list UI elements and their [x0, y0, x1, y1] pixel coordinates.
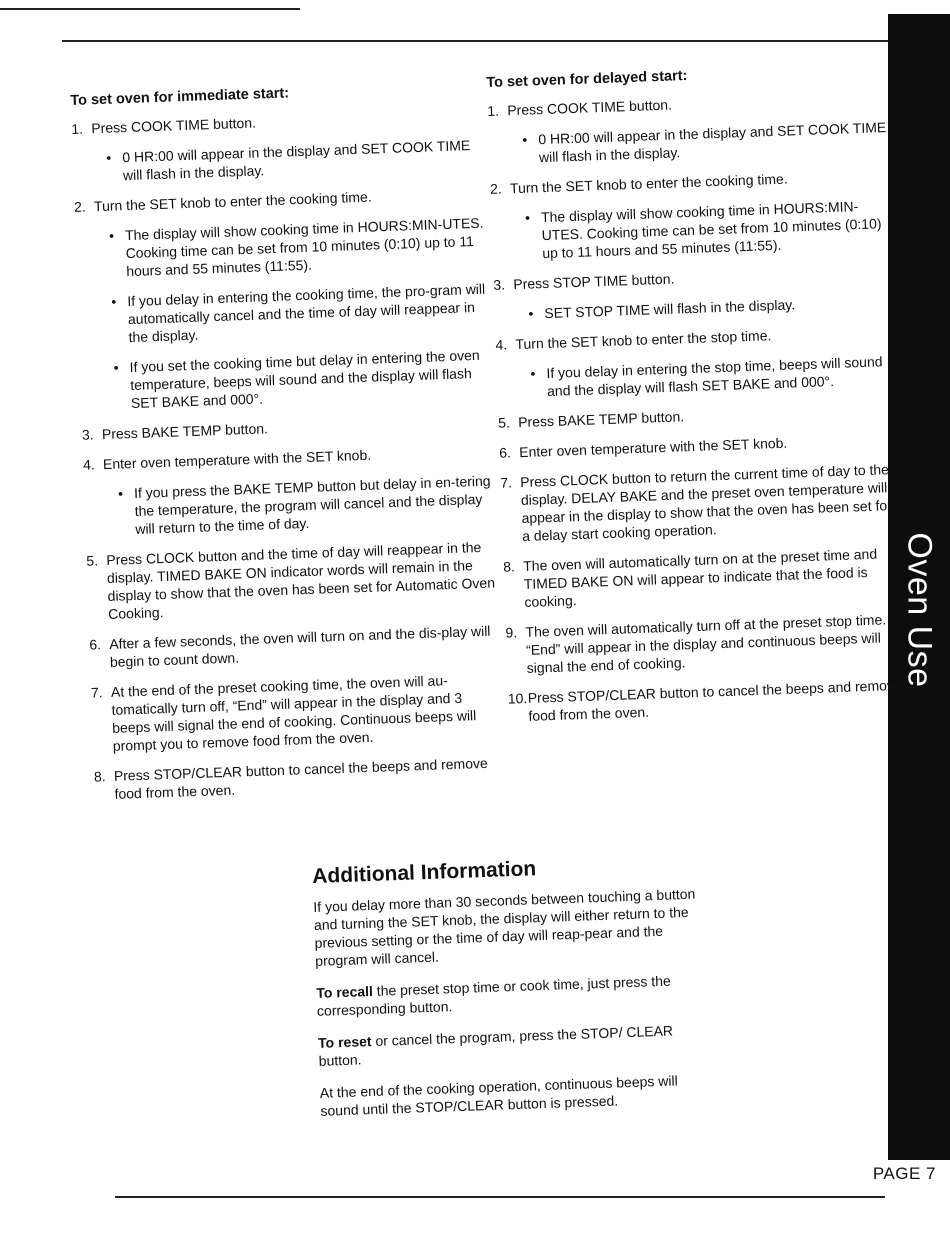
step-item	[71, 106, 481, 138]
bullet-dot-icon: •	[113, 359, 119, 376]
step-item	[499, 430, 899, 462]
step-number: 8.	[93, 768, 106, 785]
delayed-start-steps	[487, 88, 909, 726]
delayed-start-section	[486, 60, 909, 738]
step-item	[91, 669, 503, 755]
bullet-text: If you delay in entering the stop time, beeps will sound and the display will flash SET BAKE and 000°.	[546, 353, 883, 400]
step-text: Press STOP/CLEAR button to cancel the beeps and remove food from the oven.	[527, 676, 902, 724]
bullet-dot-icon: •	[108, 227, 115, 244]
step-number: 8.	[502, 558, 516, 575]
step-item	[495, 322, 895, 354]
step-text: Press STOP/CLEAR button to cancel the beeps and remove food from the oven.	[113, 754, 489, 802]
footer-rule	[115, 1196, 885, 1198]
step-item	[82, 411, 492, 443]
step-text: Press CLOCK button and the time of day will reappear in the display. TIMED BAKE ON indicator words will remain in the display to show that the oven has been set for Automatic Oven Cooking.	[106, 538, 496, 622]
step-item	[498, 400, 898, 432]
step-item	[74, 184, 484, 216]
bullet-item	[528, 292, 894, 323]
step-item	[83, 441, 493, 473]
step-text: At the end of the preset cooking time, the oven will au-tomatically turn off, “End” will appear in the display and 3 beeps will signal the end of cooking. Continuous beeps will prompt you to remove food from the oven.	[110, 672, 477, 754]
side-tab-label: Oven Use	[900, 532, 939, 688]
header-rule	[62, 40, 892, 42]
page-number: PAGE 7	[872, 1164, 936, 1183]
step-text: Turn the SET knob to enter the cooking time.	[93, 188, 372, 215]
bullet-dot-icon: •	[522, 131, 528, 148]
step-item	[487, 88, 887, 120]
bullet-dot-icon: •	[524, 209, 531, 226]
step-number: 6.	[89, 636, 102, 653]
step-number: 6.	[498, 444, 512, 461]
bullet-item	[106, 136, 483, 185]
recall-text: the preset stop time or cook time, just press the corresponding button.	[316, 972, 672, 1019]
bullet-text: If you delay in entering the cooking time, the pro-gram will automatically cancel and the time of day will reappear in the display.	[127, 280, 486, 346]
delayed-start-heading: To set oven for delayed start:	[486, 67, 688, 91]
step-number: 9.	[505, 624, 518, 641]
step-text: Press COOK TIME button.	[90, 114, 257, 137]
step-item	[490, 166, 890, 198]
step-number: 4.	[495, 336, 508, 353]
step-number: 10.	[507, 689, 528, 707]
step-number: 2.	[489, 180, 502, 197]
bullet-text: The display will show cooking time in HOURS:MIN-UTES. Cooking time can be set from 10 minutes (0:10) up to 11 hours and 55 minutes (11:55).	[540, 198, 882, 262]
step-item	[89, 621, 500, 671]
step-text: The oven will automatically turn off at the preset stop time. “End” will appear in the display and continuous beeps will signal the end of cooking.	[525, 611, 887, 676]
step-text: Enter oven temperature with the SET knob.	[518, 434, 788, 461]
immediate-start-steps	[71, 106, 505, 804]
additional-information-section	[312, 854, 711, 1133]
bullet-item	[111, 280, 489, 347]
step-number: 7.	[499, 474, 513, 491]
step-number: 5.	[86, 552, 99, 569]
step-number: 4.	[82, 456, 95, 473]
step-text: Press BAKE TEMP button.	[517, 408, 685, 431]
step-item	[505, 610, 907, 678]
bullet-item	[109, 214, 487, 281]
bullet-text: SET STOP TIME will flash in the display.	[544, 296, 796, 322]
step-text: Press STOP TIME button.	[513, 270, 675, 293]
step-item	[493, 262, 893, 294]
bullet-item	[525, 196, 893, 263]
step-number: 2.	[73, 198, 86, 215]
step-number: 5.	[497, 414, 511, 431]
immediate-start-heading: To set oven for immediate start:	[70, 85, 290, 109]
step-text: Turn the SET knob to enter the stop time.	[515, 327, 772, 353]
reset-text: or cancel the program, press the STOP/ CLEAR button.	[318, 1022, 674, 1069]
bullet-text: 0 HR:00 will appear in the display and SET COOK TIME will flash in the display.	[538, 119, 887, 166]
bullet-item	[530, 352, 897, 401]
bullet-item	[522, 118, 889, 167]
bullet-item	[118, 471, 496, 538]
reset-paragraph	[318, 1020, 709, 1070]
step-item	[94, 753, 505, 803]
bullet-text: 0 HR:00 will appear in the display and SET COOK TIME will flash in the display.	[122, 137, 471, 184]
bullet-dot-icon: •	[106, 149, 112, 166]
recall-paragraph	[316, 970, 707, 1020]
bullet-dot-icon: •	[528, 305, 534, 322]
additional-intro: If you delay more than 30 seconds between touching a button and turning the SET knob, the display will either return to the previous setting or the time of day will reap-pear and the program will cancel.	[313, 885, 696, 969]
bullet-text: If you set the cooking time but delay in entering the oven temperature, beeps will sound and the display will flash SET BAKE and 000°.	[129, 346, 480, 412]
immediate-start-section	[70, 78, 505, 816]
step-number: 3.	[493, 276, 506, 293]
step-item	[507, 676, 908, 726]
step-number: 1.	[487, 102, 500, 119]
page-top-rule	[0, 8, 300, 10]
bullet-dot-icon: •	[111, 293, 117, 310]
step-text: Enter oven temperature with the SET knob.	[102, 446, 372, 473]
bullet-item	[113, 346, 491, 413]
step-text: Press CLOCK button to return the current time of day to the display. DELAY BAKE and the preset oven temperature will appear in the display to show that the oven has been set for a delay start cooking operation.	[519, 461, 893, 545]
step-text: The oven will automatically turn on at the preset time and TIMED BAKE ON will appear to indicate that the food is cooking.	[522, 545, 878, 610]
step-text: Press COOK TIME button.	[506, 96, 673, 119]
step-number: 7.	[90, 684, 103, 701]
bullet-text: The display will show cooking time in HOURS:MIN-UTES. Cooking time can be set from 10 minutes (0:10) up to 11 hours and 55 minutes (11:55).	[124, 214, 484, 280]
step-item	[500, 460, 902, 546]
step-item	[503, 544, 905, 612]
step-number: 1.	[71, 120, 84, 137]
additional-information-title: Additional Information	[311, 857, 537, 888]
closing-paragraph: At the end of the cooking operation, continuous beeps will sound until the STOP/CLEAR button is pressed.	[319, 1072, 678, 1119]
bullet-text: If you press the BAKE TEMP button but delay in en-tering the temperature, the program will cancel and the display will return to the time of day.	[133, 472, 491, 537]
bullet-dot-icon: •	[530, 365, 536, 382]
step-text: Press BAKE TEMP button.	[101, 420, 269, 443]
recall-lead: To recall	[316, 982, 374, 1001]
step-text: After a few seconds, the oven will turn on and the dis-play will begin to count down.	[109, 622, 491, 670]
step-number: 3.	[81, 426, 94, 443]
bullet-dot-icon: •	[117, 485, 124, 502]
reset-lead: To reset	[317, 1033, 372, 1051]
step-item	[86, 537, 498, 623]
step-text: Turn the SET knob to enter the cooking time.	[509, 170, 788, 197]
